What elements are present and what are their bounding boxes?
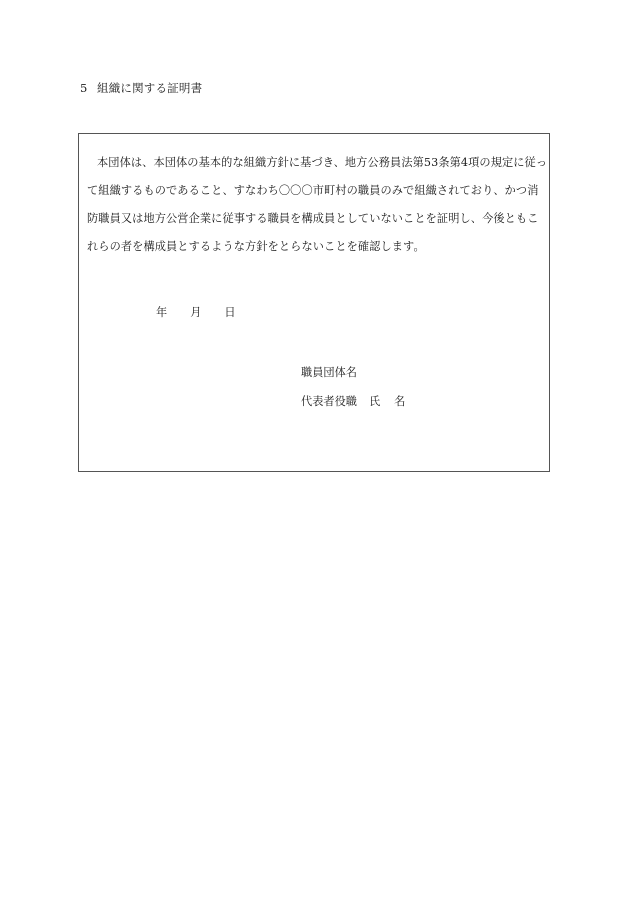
representative-name-label-2: 名 — [394, 395, 406, 408]
date-line — [156, 304, 236, 320]
certificate-text-line-2: て組織するものであること、すなわち〇〇〇市町村の職員のみで組織されており、かつ消 — [87, 184, 539, 197]
certificate-text-line-1: 本団体は、本団体の基本的な組織方針に基づき、地方公務員法第53条第4項の規定に従っ — [97, 156, 548, 169]
representative-line — [301, 393, 405, 409]
certificate-box — [78, 133, 550, 472]
org-name-label: 職員団体名 — [301, 366, 357, 379]
date-day-label: 日 — [224, 306, 236, 319]
certificate-text-line-4: れらの者を構成員とするような方針をとらないことを確認します。 — [87, 240, 425, 253]
certificate-text-line-3: 防職員又は地方公営企業に従事する職員を構成員としていないことを証明し、今後ともこ — [87, 212, 539, 225]
representative-position-label: 代表者役職 — [301, 395, 357, 408]
section-number: 5 — [80, 81, 88, 95]
date-year-label: 年 — [156, 306, 168, 319]
representative-name-label-1: 氏 — [368, 395, 381, 408]
date-month-label: 月 — [190, 306, 202, 319]
section-title: 組織に関する証明書 — [97, 81, 203, 95]
section-heading — [80, 80, 202, 96]
